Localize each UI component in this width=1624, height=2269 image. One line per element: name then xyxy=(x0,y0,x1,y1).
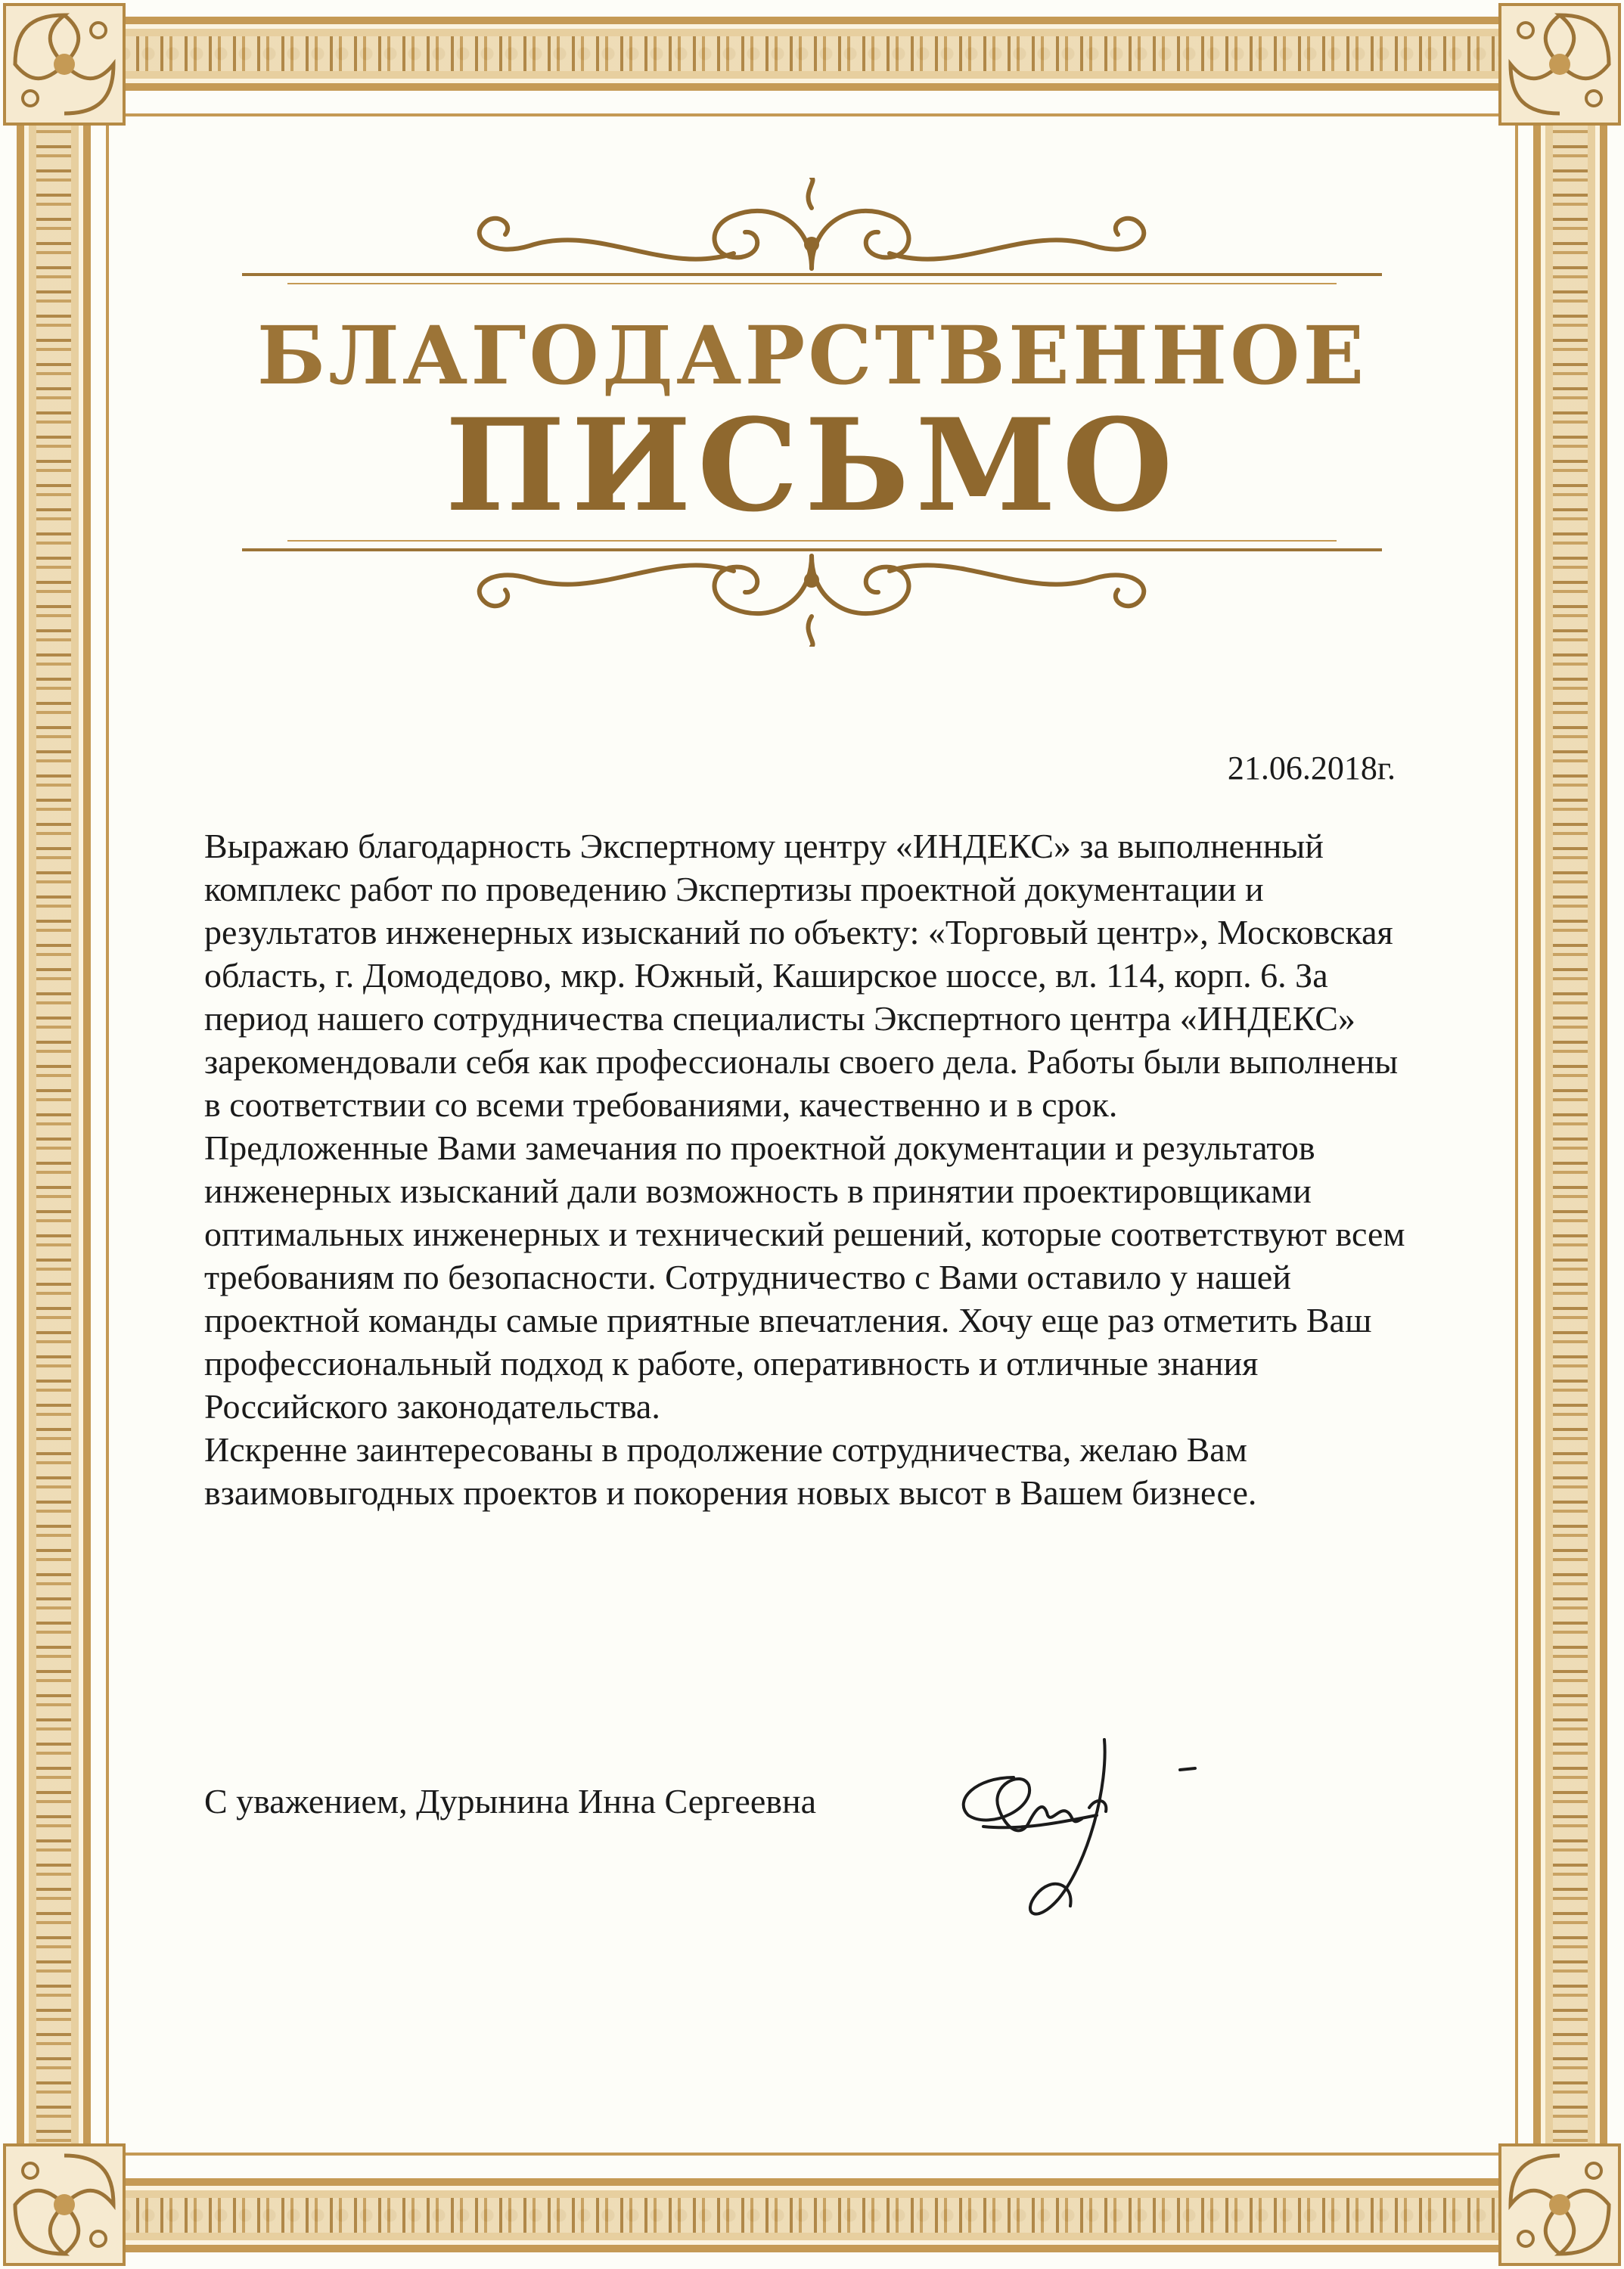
corner-ornament-bottom-left-icon xyxy=(0,2140,129,2269)
letter-paragraph-2: Предложенные Вами замечания по проектной документации и результатов инженерных изысканий дали возможность в принятии проектировщиками оптимальных инженерных и технический решений, которые соответствуют всем требованиям по безопасности. Сотрудничество с Вами оставило у нашей проектной команды самые приятные впечатления. Хочу еще раз отметить Ваш профессиональный подход к работе, оперативность и отличные знания Российского законодательства. xyxy=(204,1128,1405,1426)
title-line-1: БЛАГОДАРСТВЕННОЕ xyxy=(256,308,1368,402)
letter-signoff: С уважением, Дурынина Инна Сергеевна xyxy=(204,1782,816,1820)
letter-body xyxy=(204,824,1414,1514)
handwritten-signature-icon xyxy=(946,1724,1233,1966)
frame-inner-line-bottom xyxy=(106,2153,1518,2156)
corner-ornament-bottom-right-icon xyxy=(1495,2140,1624,2269)
letter-paragraph-3: Искренне заинтересованы в продолжение сотрудничества, желаю Вам взаимовыгодных проектов и покорения новых высот в Вашем бизнесе. xyxy=(204,1430,1257,1512)
title-flourish-bottom-icon xyxy=(242,533,1382,647)
title-flourish-top-icon xyxy=(242,178,1382,291)
frame-band-bottom xyxy=(39,2178,1585,2252)
frame-band-top xyxy=(39,17,1585,91)
frame-inner-line-top xyxy=(106,113,1518,116)
letter-date: 21.06.2018г. xyxy=(1227,750,1396,787)
title-line-2: ПИСЬМО xyxy=(445,390,1179,540)
letter-paragraph-1: Выражаю благодарность Экспертному центру «ИНДЕКС» за выполненный комплекс работ по проведению Экспертизы проектной документации и результатов инженерных изысканий по объекту: «Торговый центр», Московская область, г. Домодедово, мкр. Южный, Каширское шоссе, вл. 114, корп. 6. За период нашего сотрудничества специалисты Экспертного центра «ИНДЕКС» зарекомендовали себя как профессионалы своего дела. Работы были выполнены в соответствии со всеми требованиями, качественно и в срок. xyxy=(204,827,1399,1124)
corner-ornament-top-right-icon xyxy=(1495,0,1624,129)
corner-ornament-top-left-icon xyxy=(0,0,129,129)
